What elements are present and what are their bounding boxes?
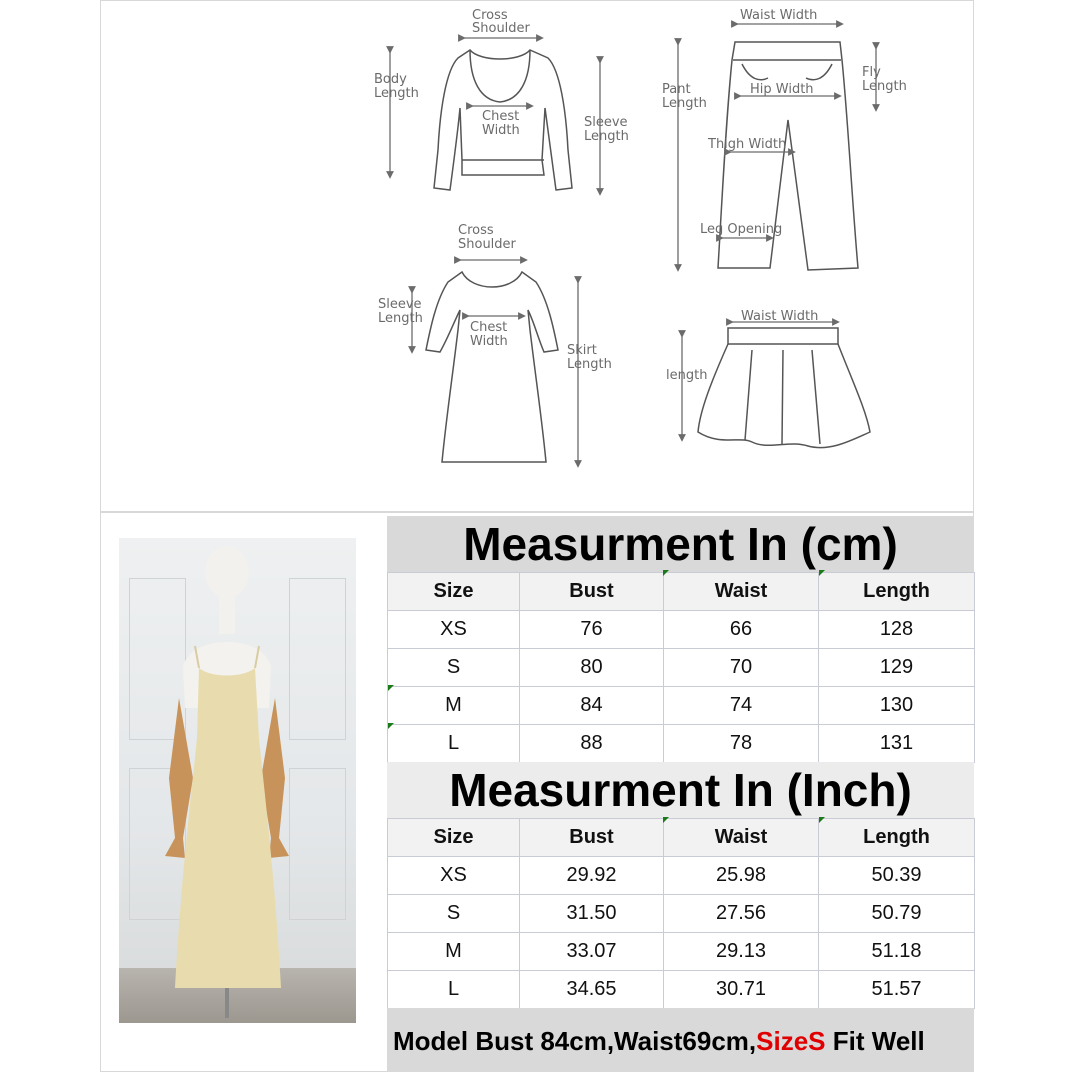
table-row	[388, 971, 975, 1009]
cm-table	[387, 572, 975, 763]
table-row	[388, 611, 975, 649]
cell-bust: 80	[520, 649, 664, 687]
product-photo	[119, 538, 356, 1023]
cell-length: 51.57	[819, 971, 975, 1009]
label-cross-shoulder-2: Shoulder	[472, 21, 530, 36]
cell-length: 129	[819, 649, 975, 687]
cell-size: XS	[388, 857, 520, 895]
cell-waist: 70	[664, 649, 819, 687]
label-fly-length-2: Length	[862, 79, 907, 94]
cell-waist: 27.56	[664, 895, 819, 933]
cell-bust: 76	[520, 611, 664, 649]
cell-size: L	[388, 725, 520, 763]
label-skirt-waist-width: Waist Width	[741, 309, 819, 324]
cell-size: S	[388, 895, 520, 933]
table-header-row	[388, 819, 975, 857]
table-row	[388, 687, 975, 725]
cell-length: 131	[819, 725, 975, 763]
model-fit-note	[387, 1008, 974, 1072]
label-dress-sleeve-length-1: Sleeve	[378, 297, 422, 312]
cell-bust: 33.07	[520, 933, 664, 971]
label-skirt-length-1: Skirt	[567, 343, 597, 358]
label-hip-width: Hip Width	[750, 82, 814, 97]
label-sleeve-length-2: Length	[584, 129, 629, 144]
label-dress-sleeve-length-2: Length	[378, 311, 423, 326]
cell-size: S	[388, 649, 520, 687]
label-dress-cross-shoulder-1: Cross	[458, 223, 494, 238]
header-bust: Bust	[520, 573, 664, 611]
cell-length: 50.79	[819, 895, 975, 933]
label-dress-chest-width-2: Width	[470, 334, 508, 349]
comment-marker-icon	[388, 723, 394, 729]
cell-waist: 74	[664, 687, 819, 725]
label-body-length-1: Body	[374, 72, 407, 87]
cell-size: L	[388, 971, 520, 1009]
cm-size-table	[387, 516, 974, 763]
label-skirt-length-2: Length	[567, 357, 612, 372]
cell-waist: 78	[664, 725, 819, 763]
header-length: Length	[819, 819, 975, 857]
table-row	[388, 725, 975, 763]
header-size: Size	[388, 573, 520, 611]
label-cross-shoulder-1: Cross	[472, 8, 508, 23]
cell-waist: 29.13	[664, 933, 819, 971]
cm-table-title: Measurment In (cm)	[387, 516, 974, 572]
header-bust: Bust	[520, 819, 664, 857]
label-chest-width-1: Chest	[482, 109, 520, 124]
table-row	[388, 857, 975, 895]
label-chest-width-2: Width	[482, 123, 520, 138]
comment-marker-icon	[819, 570, 825, 576]
dress-illustration	[426, 272, 558, 462]
cell-size: XS	[388, 611, 520, 649]
cell-length: 51.18	[819, 933, 975, 971]
model-note-suffix: Fit Well	[825, 1026, 925, 1056]
garment-measurement-diagram	[0, 0, 1074, 512]
cell-length: 130	[819, 687, 975, 725]
cell-length: 128	[819, 611, 975, 649]
comment-marker-icon	[388, 685, 394, 691]
label-leg-opening: Leg Opening	[700, 222, 783, 237]
comment-marker-icon	[819, 817, 825, 823]
header-waist: Waist	[664, 819, 819, 857]
cell-waist: 66	[664, 611, 819, 649]
cell-bust: 84	[520, 687, 664, 725]
table-row	[388, 895, 975, 933]
cell-bust: 34.65	[520, 971, 664, 1009]
cell-size: M	[388, 933, 520, 971]
header-length: Length	[819, 573, 975, 611]
header-size: Size	[388, 819, 520, 857]
label-pant-length-1: Pant	[662, 82, 691, 97]
cell-size: M	[388, 687, 520, 725]
comment-marker-icon	[663, 817, 669, 823]
cell-waist: 25.98	[664, 857, 819, 895]
cell-waist: 30.71	[664, 971, 819, 1009]
label-dress-cross-shoulder-2: Shoulder	[458, 237, 516, 252]
cell-bust: 29.92	[520, 857, 664, 895]
inch-table	[387, 818, 975, 1009]
label-dress-chest-width-1: Chest	[470, 320, 508, 335]
inch-table-title: Measurment In (Inch)	[387, 762, 974, 818]
cell-length: 50.39	[819, 857, 975, 895]
skirt-illustration	[698, 328, 870, 448]
table-row	[388, 933, 975, 971]
label-skirt-length: length	[666, 368, 708, 383]
table-row	[388, 649, 975, 687]
comment-marker-icon	[663, 570, 669, 576]
label-pant-waist-width: Waist Width	[740, 8, 818, 23]
cell-bust: 31.50	[520, 895, 664, 933]
model-note-prefix: Model Bust 84cm,Waist69cm,	[393, 1026, 757, 1056]
label-thigh-width: Thigh Width	[708, 137, 787, 152]
model-note-highlight: SizeS	[756, 1026, 826, 1056]
label-pant-length-2: Length	[662, 96, 707, 111]
label-fly-length-1: Fly	[862, 65, 881, 80]
label-sleeve-length-1: Sleeve	[584, 115, 628, 130]
header-waist: Waist	[664, 573, 819, 611]
label-body-length-2: Length	[374, 86, 419, 101]
inch-size-table	[387, 762, 974, 1009]
table-header-row	[388, 573, 975, 611]
cell-bust: 88	[520, 725, 664, 763]
mannequin-dress-image	[119, 538, 356, 1023]
